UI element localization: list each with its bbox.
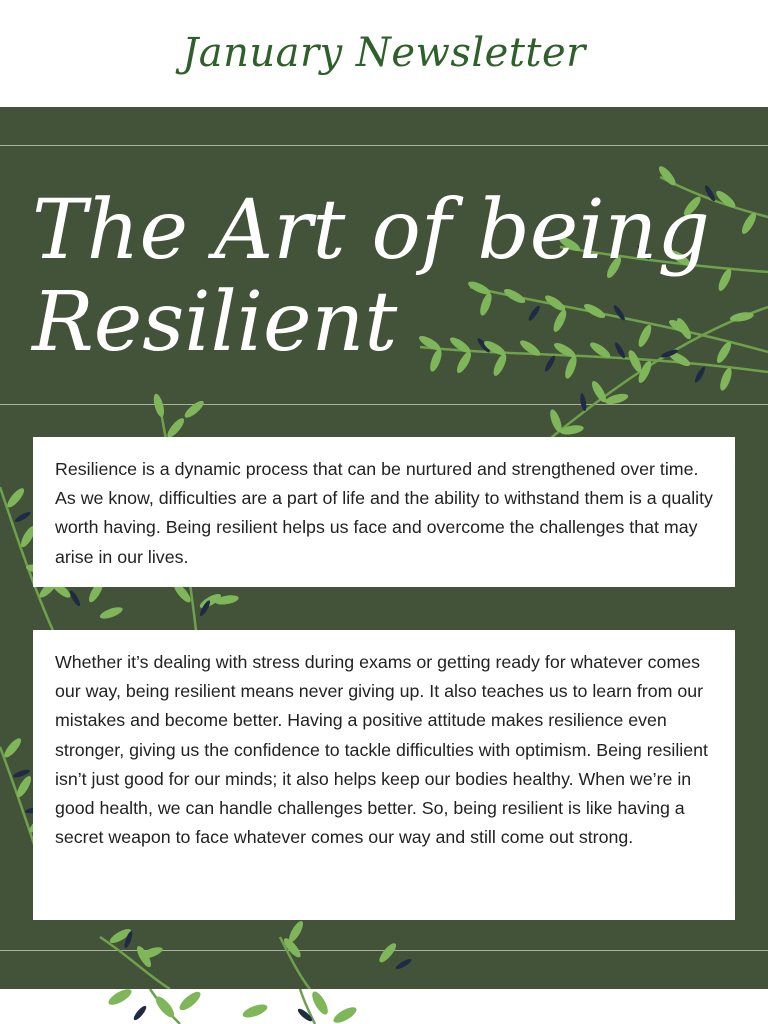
article-panel [0, 107, 768, 989]
newsletter-title: January Newsletter [182, 30, 586, 76]
rosemary-sprig-footer-icon [0, 989, 768, 1024]
leaf-cluster-bottom [108, 919, 413, 971]
article-paragraph-2: Whether it’s dealing with stress during exams or getting ready for whatever comes our way, being resilient means never giving up. It also teaches us to learn from our mistakes and become better. Having a positive attitude makes resilience even stronger, giving us the confidence to tackle difficulties with optimism. Being resilient isn’t just good for our minds; it also helps keep our bodies healthy. When we’re in good health, we can handle challenges better. So, being resilient is like having a secret weapon to face whatever comes our way and still come out strong. [55, 652, 708, 848]
newsletter-header [0, 0, 768, 107]
article-headline: The Art of being Resilient [32, 183, 710, 370]
text-card-1 [33, 437, 735, 587]
newsletter-footer [0, 989, 768, 1024]
text-card-2 [33, 630, 735, 920]
article-paragraph-1: Resilience is a dynamic process that can be nurtured and strengthened over time. As we know, difficulties are a part of life and the ability to withstand them is a quality worth having. Being resilient helps us face and overcome the challenges that may arise in our lives. [55, 459, 713, 567]
